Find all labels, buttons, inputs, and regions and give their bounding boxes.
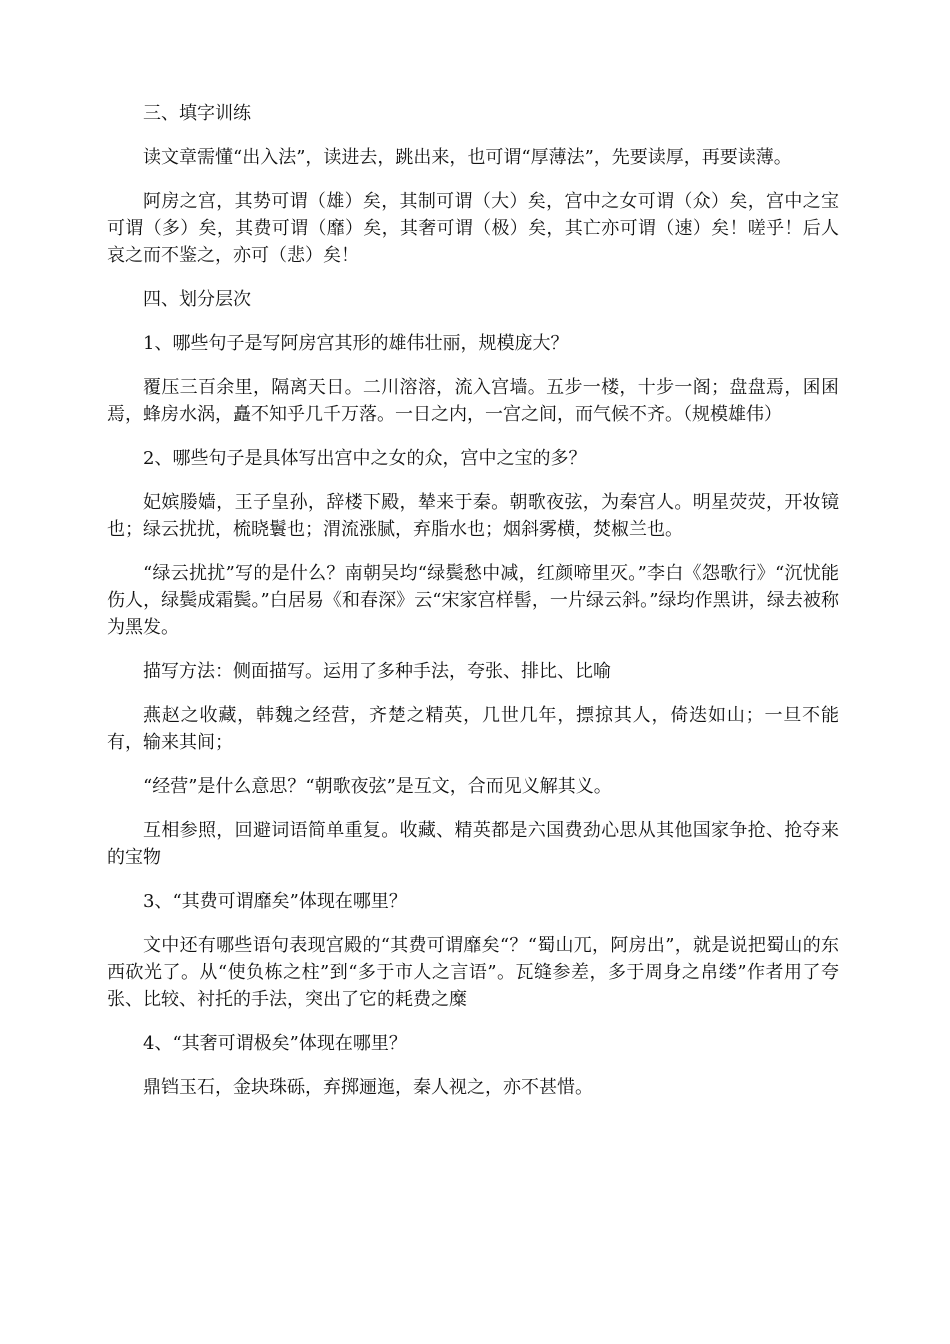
paragraph-treasures-quote: 燕赵之收藏，韩魏之经营，齐楚之精英，几世几年，摽掠其人，倚迭如山；一旦不能有，输来其间； [107, 705, 839, 753]
question-2: 2、哪些句子是具体写出宫中之女的众，宫中之宝的多？ [143, 448, 587, 469]
answer-3: 文中还有哪些语句表现宫殿的“其费可谓靡矣“？“蜀山兀，阿房出”，就是说把蜀山的东西砍光了。从“使负栋之柱”到“多于市人之言语”。瓦缝参差，多于周身之帛缕”作者用了夸张、比较、衬托的手法，突出了它的耗费之糜 [107, 935, 839, 1010]
section-heading-layers: 四、划分层次 [143, 289, 251, 310]
question-3: 3、“其费可谓靡矣”体现在哪里？ [143, 891, 407, 912]
document-body [107, 100, 839, 1118]
answer-2-quote: 妃嫔媵嫱，王子皇孙，辞楼下殿，辇来于秦。朝歌夜弦，为秦宫人。明星荧荧，开妆镜也；绿云扰扰，梳晓鬟也；渭流涨腻，弃脂水也；烟斜雾横，焚椒兰也。 [107, 492, 839, 540]
paragraph-description-method: 描写方法：侧面描写。运用了多种手法，夸张、排比、比喻 [143, 661, 611, 682]
answer-4: 鼎铛玉石，金块珠砾，弃掷逦迤，秦人视之，亦不甚惜。 [143, 1077, 593, 1098]
paragraph-mutual-reference: 互相参照，回避词语简单重复。收藏、精英都是六国费劲心思从其他国家争抢、抢夺来的宝物 [107, 820, 839, 868]
answer-1: 覆压三百余里，隔离天日。二川溶溶，流入宫墙。五步一楼，十步一阁；盘盘焉，囷囷焉，蜂房水涡，矗不知乎几千万落。一日之内，一宫之间，而气候不齐。（规模雄伟） [107, 377, 839, 425]
paragraph-fill-in-answers: 阿房之宫，其势可谓（雄）矣，其制可谓（大）矣，宫中之女可谓（众）矣，宫中之宝可谓（多）矣，其费可谓（靡）矣，其奢可谓（极）矣，其亡亦可谓（速）矣！嗟乎！后人哀之而不鉴之，亦可（悲）矣！ [107, 191, 839, 266]
question-4: 4、“其奢可谓极矣”体现在哪里？ [143, 1033, 407, 1054]
paragraph-green-clouds: “绿云扰扰”写的是什么？南朝吴均“绿鬓愁中减，红颜啼里灭。”李白《怨歌行》“沉忧能伤人，绿鬓成霜鬓。”白居易《和春深》云“宋家宫样髻，一片绿云斜。”绿均作黑讲，绿去被称为黑发。 [107, 563, 839, 638]
paragraph-reading-method: 读文章需懂“出入法”，读进去，跳出来，也可谓“厚薄法”，先要读厚，再要读薄。 [143, 147, 792, 168]
paragraph-jingying-question: “经营”是什么意思？“朝歌夜弦”是互文，合而见义解其义。 [143, 776, 612, 797]
question-1: 1、哪些句子是写阿房宫其形的雄伟壮丽，规模庞大？ [143, 333, 569, 354]
section-heading-fill-in: 三、填字训练 [143, 103, 251, 124]
